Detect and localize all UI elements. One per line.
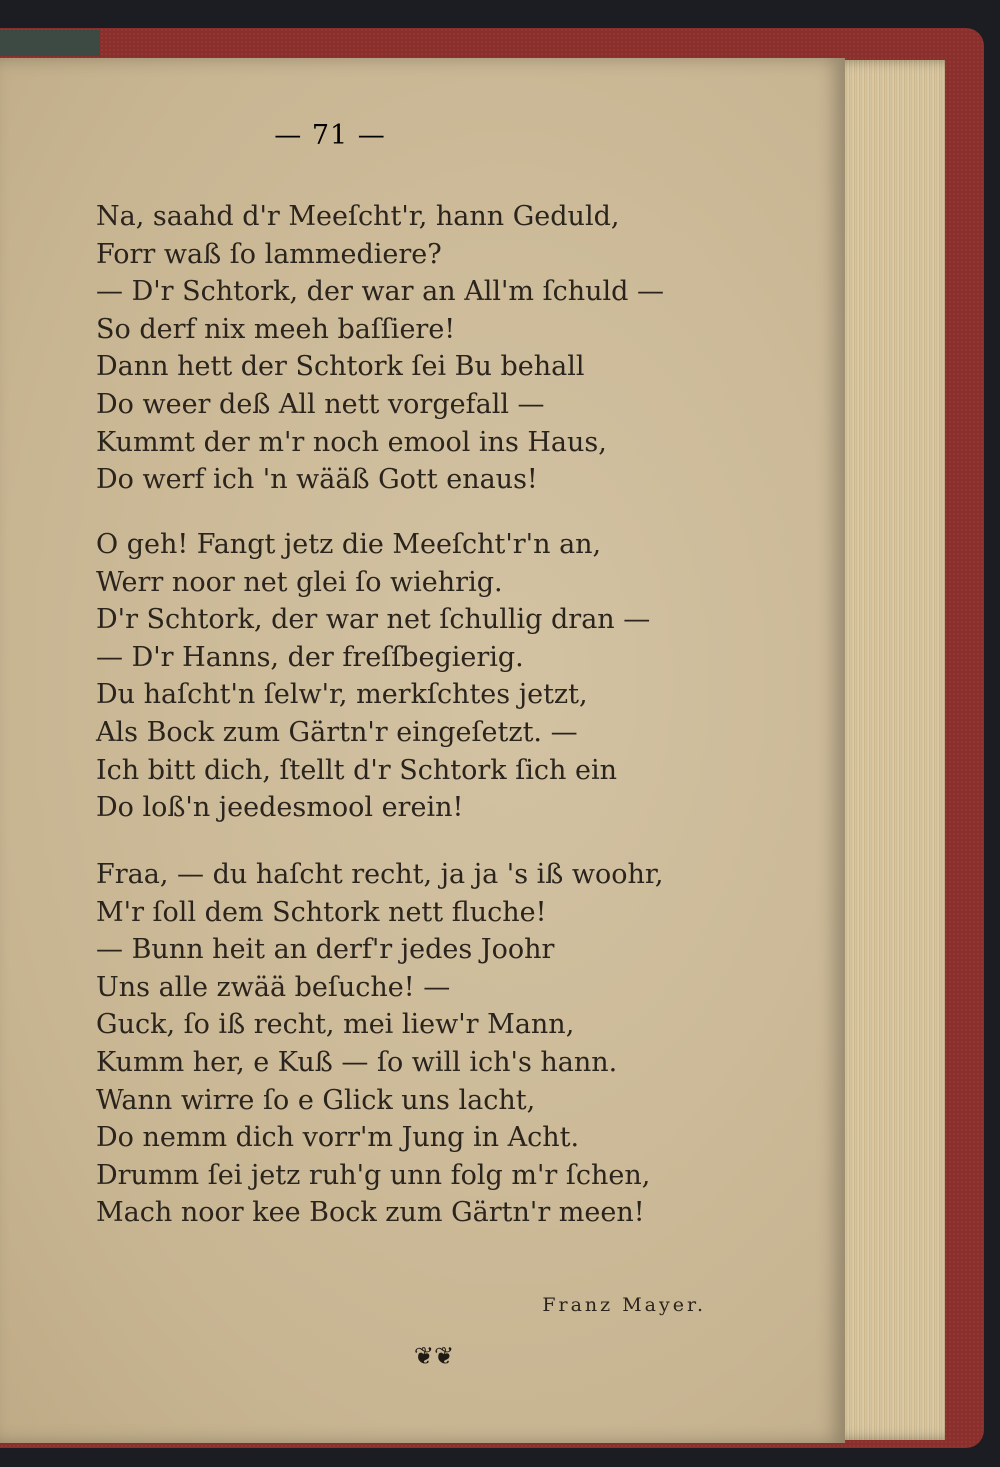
poem-line: Kummt der m'r noch emool ins Haus, (96, 426, 607, 458)
poem-line: Drumm ſei jetz ruh'g unn folg m'r ſchen, (96, 1159, 651, 1191)
poem-line: Do nemm dich vorr'm Jung in Acht. (96, 1122, 580, 1154)
poem-line: — D'r Hanns, der freſſbegierig. (96, 641, 524, 673)
stanza-3 (96, 856, 736, 1232)
poem-line: Do werf ich 'n wääß Gott enaus! (96, 464, 538, 496)
poem-line: So derf nix meeh baſſiere! (96, 313, 456, 345)
poem-line: Wann wirre ſo e Glick uns lacht, (96, 1084, 536, 1116)
page-edges (830, 60, 945, 1440)
poem-line: M'r ſoll dem Schtork nett fluche! (96, 896, 547, 928)
poem-line: Kumm her, e Kuß — ſo will ich's hann. (96, 1046, 618, 1078)
poem-line: — D'r Schtork, der war an All'm ſchuld — (96, 276, 664, 308)
poem-line: Ich bitt dich, ſtellt d'r Schtork ſich ein (96, 754, 617, 786)
poem-line: Guck, ſo iß recht, mei liew'r Mann, (96, 1009, 575, 1041)
book-page (0, 58, 845, 1443)
poem-line: Do weer deß All nett vorgefall — (96, 388, 545, 420)
poem-line: Mach noor kee Bock zum Gärtn'r meen! (96, 1197, 645, 1229)
author-signature: Franz Mayer. (542, 1294, 706, 1316)
stanza-1 (96, 198, 736, 499)
poem-line: Forr waß ſo lammediere? (96, 238, 442, 270)
poem-line: Na, saahd d'r Meeſcht'r, hann Geduld, (96, 201, 620, 232)
poem-line: Dann hett der Schtork ſei Bu behall (96, 351, 585, 383)
poem-line: Als Bock zum Gärtn'r eingeſetzt. — (96, 716, 578, 748)
page-number: — 71 — (274, 120, 386, 151)
poem-line: Werr noor net glei ſo wiehrig. (96, 566, 503, 598)
poem-line: O geh! Fangt jetz die Meeſcht'r'n an, (96, 529, 602, 560)
poem-line: Du haſcht'n ſelw'r, merkſchtes jetzt, (96, 679, 588, 711)
poem-line: — Bunn heit an derf'r jedes Joohr (96, 934, 555, 966)
poem-line: D'r Schtork, der war net ſchullig dran — (96, 604, 651, 636)
poem-line: Fraa, — du haſcht recht, ja ja 's iß woohr, (96, 859, 664, 890)
leaf-ornament-icon: ❦❦ (413, 1342, 455, 1370)
spine-ribbon (0, 30, 100, 56)
poem-line: Do loß'n jeedesmool erein! (96, 792, 464, 824)
poem-line: Uns alle zwää beſuche! — (96, 971, 451, 1003)
stanza-2 (96, 526, 736, 827)
